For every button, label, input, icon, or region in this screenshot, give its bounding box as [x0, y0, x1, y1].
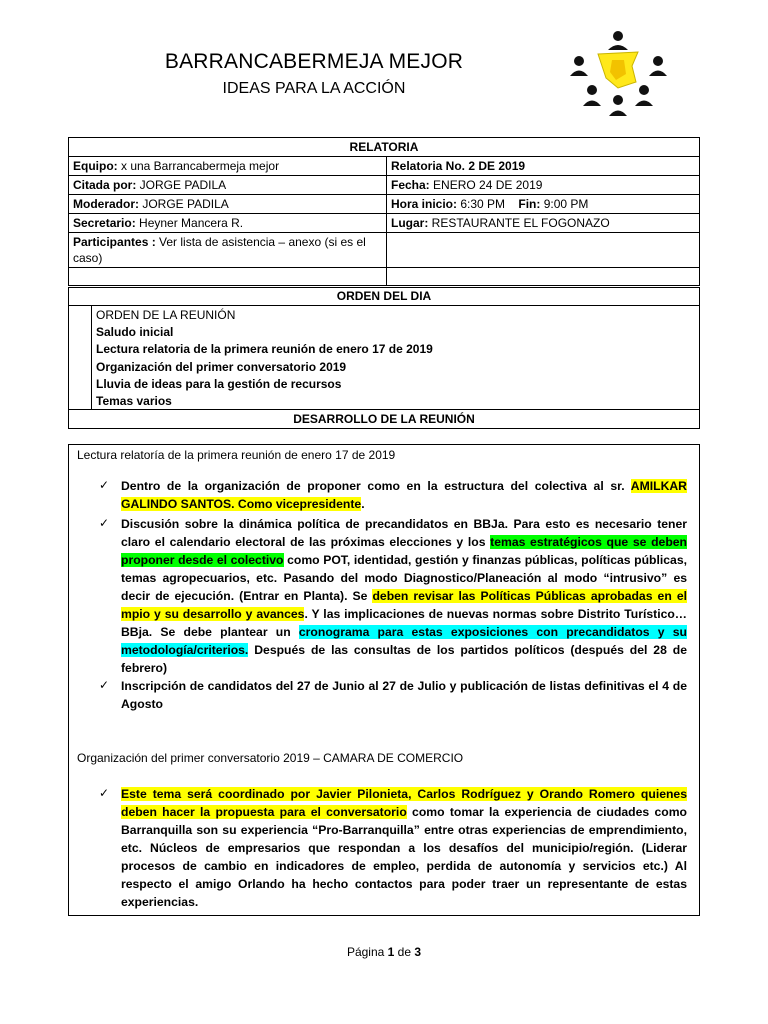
citada-por-cell: Citada por: JORGE PADILA	[69, 176, 387, 195]
section-title: Organización del primer conversatorio 2019 – CAMARA DE COMERCIO	[77, 751, 464, 765]
section-title: Lectura relatoría de la primera reunión de enero 17 de 2019	[77, 448, 396, 462]
check-icon: ✓	[99, 786, 110, 800]
page-footer: Página 1 de 3	[346, 945, 422, 959]
bullet-text: Inscripción de candidatos del 27 de Junio al 27 de Julio y publicación de listas definitivas el 4 de Agosto	[121, 679, 687, 711]
bullet-text: Discusión sobre la dinámica política de precandidatos en BBJa. Para esto es necesario tener claro el calendario electoral de las próximas elecciones y los temas estratégicos que se deben proponer desde el colectivo como POT, identidad, gestión y finanzas públicas, políticas públicas, temas agropecuarios, etc. Pasando del modo Diagnostico/Planeación al modo “intrusivo” es decir de ejecución. (Entrar en Planta). Se deben revisar las Políticas Públicas aprobadas en el mpio y su desarrollo y avances. Y las implicaciones de nuevas normas sobre Distrito Turístico…BBja. Se debe plantear un cronograma para estas exposiciones con precandidatos y su metodología/criterios. Después de las consultas de los partidos políticos (después del 28 de febrero)	[121, 517, 687, 675]
bullet-text: Dentro de la organización de proponer como en la estructura del colectiva al sr. AMILKAR GALINDO SANTOS. Como vicepresidente.	[121, 479, 687, 511]
check-icon: ✓	[99, 516, 110, 530]
relatoria-number-cell: Relatoria No. 2 DE 2019	[387, 157, 700, 176]
check-icon: ✓	[99, 678, 110, 692]
desarrollo-header: DESARROLLO DE LA REUNIÓN	[69, 409, 699, 428]
empty-cell	[387, 268, 700, 286]
moderador-cell: Moderador: JORGE PADILA	[69, 195, 387, 214]
secretario-cell: Secretario: Heyner Mancera R.	[69, 214, 387, 233]
desarrollo-section	[68, 444, 700, 916]
bullet-text: Este tema será coordinado por Javier Pilonieta, Carlos Rodríguez y Orando Romero quienes deben hacer la propuesta para el conversatorio como tomar la experiencia de ciudades como Barranquilla son su experiencia “Pro-Barranquilla” entre otras experiencias de emprendimiento, etc. Núcleos de empresarios que respondan a los desafíos del municipio/región. (Liderar procesos de cambio en indicadores de empleo, perdida de autonomía y servicios etc.) Al respecto el amigo Orlando ha hecho contactos para poder traer un representante de estas experiencias.	[121, 787, 687, 909]
participantes-cell: Participantes : Ver lista de asistencia – anexo (si es el caso)	[69, 233, 387, 268]
list-item: Saludo inicial	[96, 325, 174, 340]
orden-list	[96, 307, 433, 410]
list-item: Lectura relatoria de la primera reunión de enero 17 de 2019	[96, 342, 433, 357]
list-item: ORDEN DE LA REUNIÓN	[96, 308, 236, 322]
document-subtitle: IDEAS PARA LA ACCIÓN	[222, 80, 406, 97]
relatoria-header: RELATORIA	[69, 138, 700, 157]
check-icon: ✓	[99, 478, 110, 492]
people-roundtable-logo-icon	[568, 30, 670, 118]
orden-del-dia-section	[68, 287, 700, 429]
empty-cell	[69, 268, 387, 286]
list-divider	[91, 306, 92, 409]
list-item: Lluvia de ideas para la gestión de recursos	[96, 376, 342, 391]
lugar-cell: Lugar: RESTAURANTE EL FOGONAZO	[387, 214, 700, 233]
orden-del-dia-header: ORDEN DEL DIA	[69, 288, 699, 306]
fecha-cell: Fecha: ENERO 24 DE 2019	[387, 176, 700, 195]
list-item: Organización del primer conversatorio 2019	[96, 359, 347, 374]
meeting-info-table	[68, 137, 700, 286]
empty-cell	[387, 233, 700, 268]
hora-cell: Hora inicio: 6:30 PM Fin: 9:00 PM	[387, 195, 700, 214]
equipo-cell: Equipo: x una Barrancabermeja mejor	[69, 157, 387, 176]
list-item: Temas varios	[96, 394, 172, 409]
document-title: BARRANCABERMEJA MEJOR	[164, 50, 464, 73]
